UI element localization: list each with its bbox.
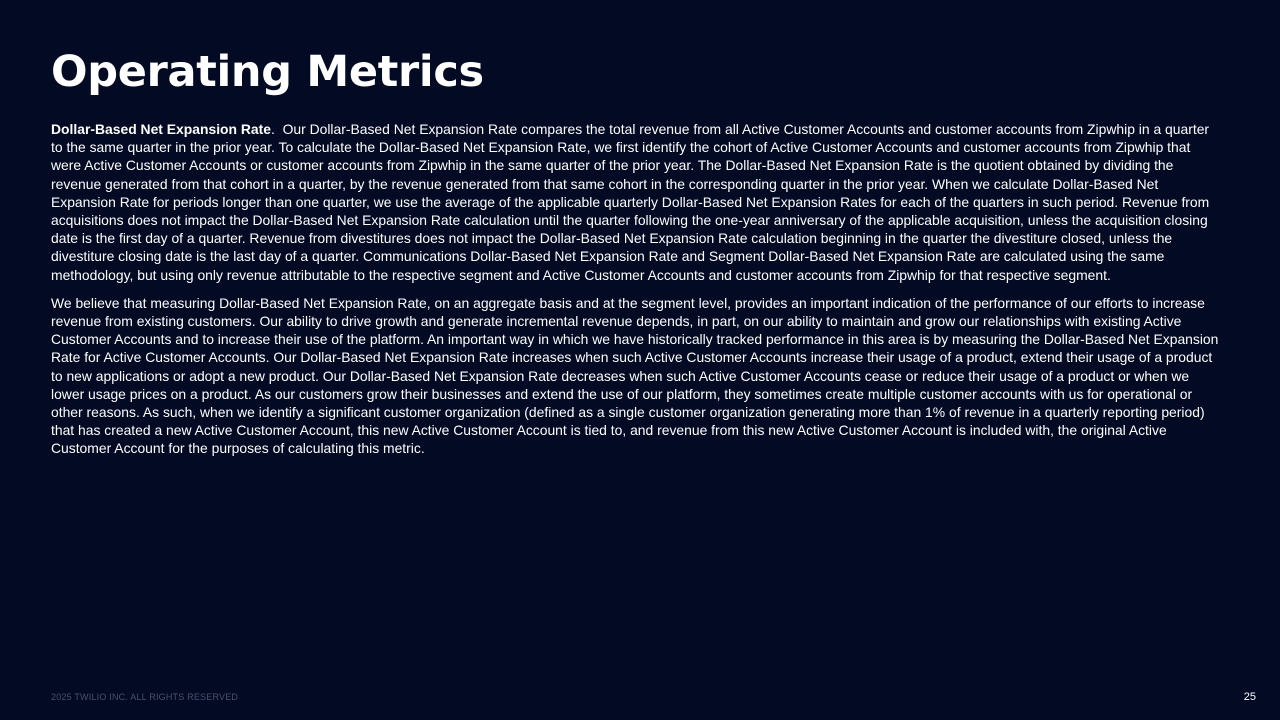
paragraph-definition	[51, 120, 1219, 284]
page-number: 25	[1243, 691, 1256, 703]
lead-term-punctuation: .	[271, 121, 275, 137]
footer-copyright: 2025 TWILIO INC. ALL RIGHTS RESERVED	[51, 692, 239, 702]
body-text	[51, 120, 1219, 468]
page-title: Operating Metrics	[51, 47, 484, 97]
definition-text: Our Dollar-Based Net Expansion Rate compares the total revenue from all Active Customer Accounts and customer accounts from Zipwhip in a quarter to the same quarter in the prior year. To calculate the Dollar-Based Net Expansion Rate, we first identify the cohort of Active Customer Accounts and customer accounts from Zipwhip that were Active Customer Accounts or customer accounts from Zipwhip in the same quarter of the prior year. The Dollar-Based Net Expansion Rate is the quotient obtained by dividing the revenue generated from that cohort in a quarter, by the revenue generated from that same cohort in the corresponding quarter in the prior year. When we calculate Dollar-Based Net Expansion Rate for periods longer than one quarter, we use the average of the applicable quarterly Dollar-Based Net Expansion Rates for each of the quarters in such period. Revenue from acquisitions does not impact the Dollar-Based Net Expansion Rate calculation until the quarter following the one-year anniversary of the applicable acquisition, unless the acquisition closing date is the first day of a quarter. Revenue from divestitures does not impact the Dollar-Based Net Expansion Rate calculation beginning in the quarter the divestiture closed, unless the divestiture closing date is the last day of a quarter. Communications Dollar-Based Net Expansion Rate and Segment Dollar-Based Net Expansion Rate are calculated using the same methodology, but using only revenue attributable to the respective segment and Active Customer Accounts and customer accounts from Zipwhip for that respective segment.	[51, 121, 1214, 283]
lead-term: Dollar-Based Net Expansion Rate	[51, 121, 271, 137]
paragraph-rationale: We believe that measuring Dollar-Based Net Expansion Rate, on an aggregate basis and at the segment level, provides an important indication of the performance of our efforts to increase revenue from existing customers. Our ability to drive growth and generate incremental revenue depends, in part, on our ability to maintain and grow our relationships with existing Active Customer Accounts and to increase their use of the platform. An important way in which we have historically tracked performance in this area is by measuring the Dollar-Based Net Expansion Rate for Active Customer Accounts. Our Dollar-Based Net Expansion Rate increases when such Active Customer Accounts increase their usage of a product, extend their usage of a product to new applications or adopt a new product. Our Dollar-Based Net Expansion Rate decreases when such Active Customer Accounts cease or reduce their usage of a product or when we lower usage prices on a product. As our customers grow their businesses and extend the use of our platform, they sometimes create multiple customer accounts with us for operational or other reasons. As such, when we identify a significant customer organization (defined as a single customer organization generating more than 1% of revenue in a quarterly reporting period) that has created a new Active Customer Account, this new Active Customer Account is tied to, and revenue from this new Active Customer Account is included with, the original Active Customer Account for the purposes of calculating this metric.	[51, 294, 1219, 457]
